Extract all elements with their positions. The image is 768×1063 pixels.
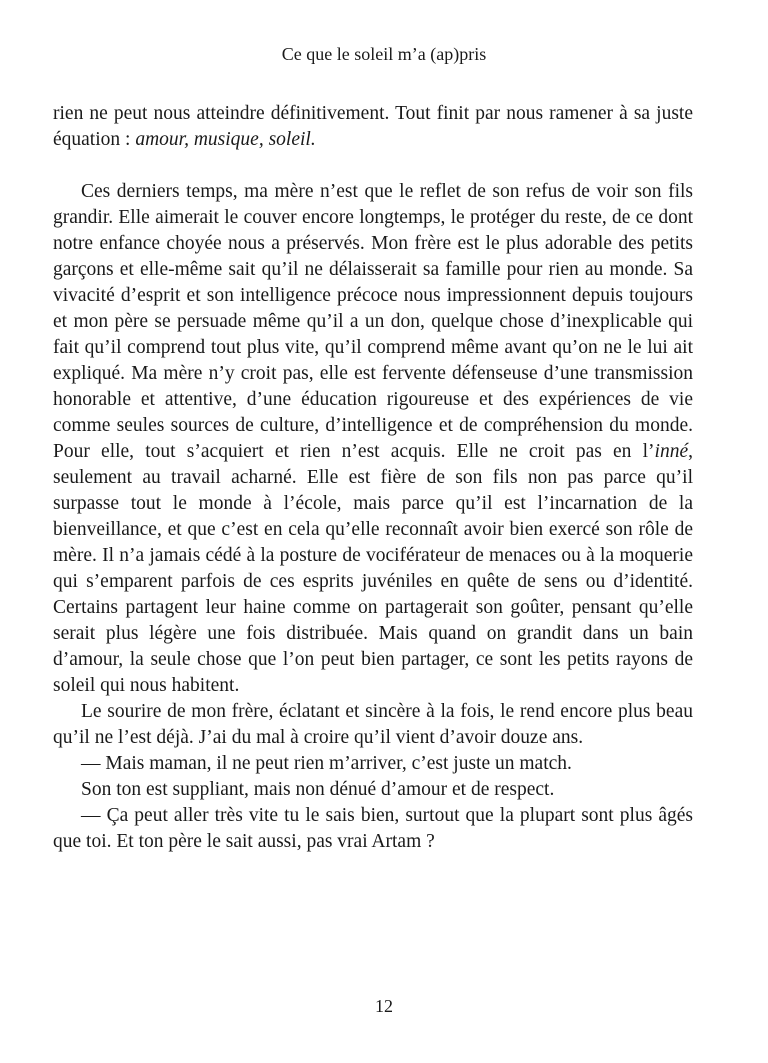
paragraph-5: Son ton est suppliant, mais non dénué d’amour et de respect. xyxy=(81,779,555,800)
dialogue-line-2: — Ça peut aller très vite tu le sais bien, surtout que la plupart sont plus âgés que toi. Et ton père le sait aussi, pas vrai Artam ? xyxy=(53,805,693,852)
paragraph-1 xyxy=(53,101,693,153)
running-header: Ce que le soleil m’a (ap)pris xyxy=(281,44,487,64)
paragraph-2 xyxy=(53,179,693,699)
body-text xyxy=(53,101,693,855)
paragraph-2-text-end: , seulement au travail acharné. Elle est fière de son fils non pas parce qu’il surpasse tout le monde à l’école, mais parce qu’il est l’incarnation de la bienveillance, et que c’est en cela qu’elle reconnaît avoir bien exercé son rôle de mère. Il n’a jamais cédé à la posture de vociférateur de menaces ou à la moquerie qui s’emparent parfois de ces esprits juvéniles en quête de sens ou d’identité. Certains partagent leur haine comme on partagerait son goûter, pensant qu’elle serait plus légère une fois distribuée. Mais quand on grandit dans un bain d’amour, la seule chose que l’on peut bien partager, ce sont les petits rayons de soleil qui nous habitent. xyxy=(53,441,693,696)
dialogue-line-1: — Mais maman, il ne peut rien m’arriver, c’est juste un match. xyxy=(81,753,572,774)
paragraph-3: Le sourire de mon frère, éclatant et sincère à la fois, le rend encore plus beau qu’il ne l’est déjà. J’ai du mal à croire qu’il vient d’avoir douze ans. xyxy=(53,701,693,748)
page-number: 12 xyxy=(375,996,393,1016)
paragraph-2-text-start: Ces derniers temps, ma mère n’est que le reflet de son refus de voir son fils grandir. Elle aimerait le couver encore longtemps, le protéger du reste, de ce dont notre enfance choyée nous a préservés. Mon frère est le plus adorable des petits garçons et elle-même sait qu’il ne délaisserait sa famille pour rien au monde. Sa vivacité d’esprit et son intelligence précoce nous impressionnent depuis toujours et mon père se persuade même qu’il a un don, quelque chose d’inexplicable qui fait qu’il comprend tout plus vite, qu’il comprend même avant qu’on ne le lui ait expliqué. Ma mère n’y croit pas, elle est fervente défenseuse d’une transmission honorable et attentive, d’une éducation rigoureuse et des expériences de vie comme seules sources de culture, d’intelligence et de compréhension du monde. Pour elle, tout s’acquiert et rien n’est acquis. Elle ne croit pas en l’ xyxy=(53,181,693,462)
paragraph-1-emphasis: amour, musique, soleil. xyxy=(135,129,316,150)
paragraph-1-text: rien ne peut nous atteindre définitivement. Tout finit par nous ramener à sa juste équation : xyxy=(53,103,693,150)
paragraph-2-emphasis: inné xyxy=(654,441,689,462)
